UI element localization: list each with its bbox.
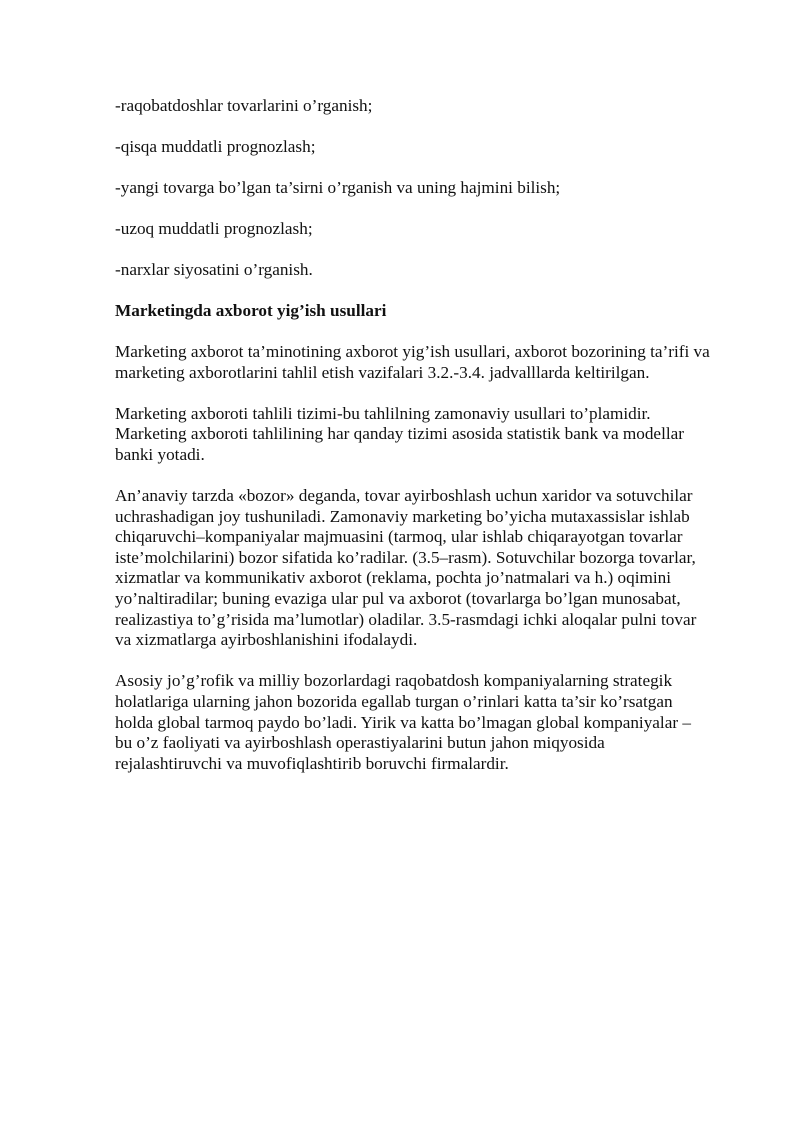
paragraph-line: bu o’z faoliyati va ayirboshlash operastiyalarini butun jahon miqyosida xyxy=(115,733,605,753)
paragraph-line: chiqaruvchi–kompaniyalar majmuasini (tarmoq, ular ishlab chiqarayotgan tovarlar xyxy=(115,527,683,547)
paragraph-line: yo’naltiradilar; buning evaziga ular pul va axborot (tovarlarga bo’lgan munosabat, xyxy=(115,589,681,609)
section-heading: Marketingda axborot yig’ish usullari xyxy=(115,300,387,320)
paragraph xyxy=(115,342,765,383)
paragraph-line: marketing axborotlarini tahlil etish vazifalari 3.2.-3.4. jadvalllarda keltirilgan. xyxy=(115,362,650,382)
list-item: -uzoq muddatli prognozlash; xyxy=(115,218,313,238)
paragraph-line: An’anaviy tarzda «bozor» deganda, tovar ayirboshlash uchun xaridor va sotuvchilar xyxy=(115,486,693,506)
list-item: -qisqa muddatli prognozlash; xyxy=(115,136,316,156)
paragraph-line: realizastiya to’g’risida ma’lumotlar) oladilar. 3.5-rasmdagi ichki aloqalar pulni tovar xyxy=(115,609,697,629)
paragraph-line: holatlariga ularning jahon bozorida egallab turgan o’rinlari katta ta’sir ko’rsatgan xyxy=(115,692,673,711)
paragraph-line: rejalashtiruvchi va muvofiqlashtirib boruvchi firmalardir. xyxy=(115,753,509,773)
paragraph xyxy=(115,671,765,774)
list-item: -narxlar siyosatini o’rganish. xyxy=(115,259,313,279)
paragraph-line: iste’molchilarini) bozor sifatida ko’radilar. (3.5–rasm). Sotuvchilar bozorga tovarlar, xyxy=(115,547,696,567)
paragraph-line: xizmatlar va kommunikativ axborot (reklama, pochta jo’natmalari va h.) oqimini xyxy=(115,568,672,588)
paragraph-line: va xizmatlarga ayirboshlanishini ifodalaydi. xyxy=(115,630,418,650)
paragraph-line: holda global tarmoq paydo bo’ladi. Yirik va katta bo’lmagan global kompaniyalar – xyxy=(115,712,691,732)
list-item: -yangi tovarga bo’lgan ta’sirni o’rganish va uning hajmini bilish; xyxy=(115,177,561,197)
paragraph xyxy=(115,404,765,466)
paragraph-line: Marketing axborot ta’minotining axborot yig’ish usullari, axborot bozorining ta’rifi va xyxy=(115,341,710,361)
paragraph-line: banki yotadi. xyxy=(115,444,205,464)
paragraph xyxy=(115,486,765,651)
paragraph-line: uchrashadigan joy tushuniladi. Zamonaviy marketing bo’yicha mutaxassislar ishlab xyxy=(115,506,690,526)
paragraph-line: Marketing axboroti tahlili tizimi-bu tahlilning zamonaviy usullari to’plamidir. xyxy=(115,403,651,423)
document-page xyxy=(115,96,765,795)
paragraph-line: Asosiy jo’g’rofik va milliy bozorlardagi raqobatdosh kompaniyalarning strategik xyxy=(115,671,673,691)
list-item: -raqobatdoshlar tovarlarini o’rganish; xyxy=(115,96,373,115)
paragraph-line: Marketing axboroti tahlilining har qanday tizimi asosida statistik bank va modellar xyxy=(115,424,684,444)
